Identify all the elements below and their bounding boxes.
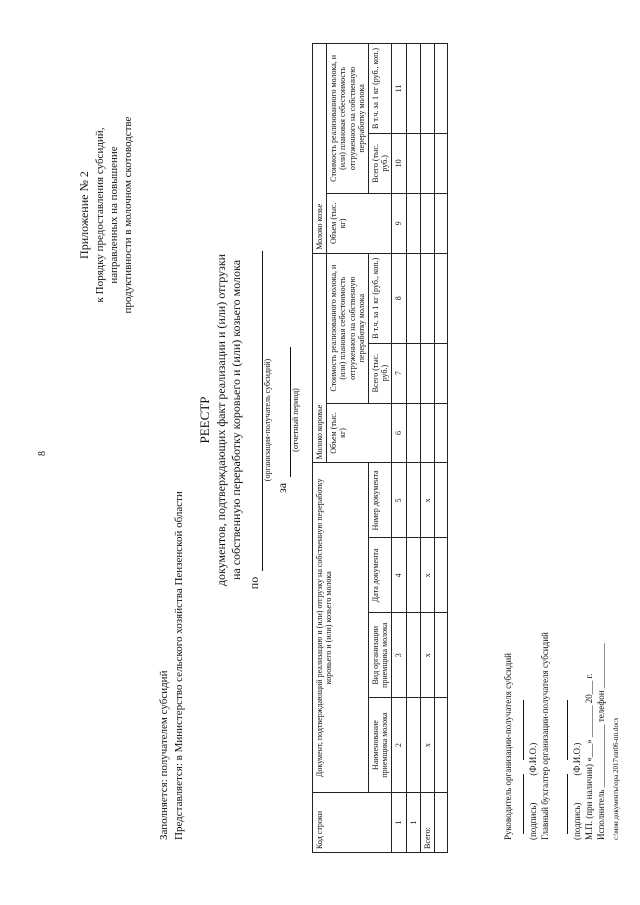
x-mark: х xyxy=(420,538,434,613)
x-mark: х xyxy=(420,613,434,698)
table-cell xyxy=(434,193,447,253)
fio-caption: (Ф.И.О.) xyxy=(571,742,582,776)
head-label: Руководитель организации-получателя субсидий xyxy=(503,653,513,840)
table-cell xyxy=(434,403,447,463)
fill-info xyxy=(157,491,187,840)
doc-col-number: Номер документа xyxy=(368,463,391,538)
x-mark: х xyxy=(420,463,434,538)
table-cell xyxy=(434,253,447,343)
table-cell xyxy=(434,133,447,193)
cow-volume-header xyxy=(327,403,392,463)
col-number: 6 xyxy=(392,403,406,463)
doc-col-date: Дата документа xyxy=(368,538,391,613)
za-label: за xyxy=(275,482,290,494)
table-cell xyxy=(434,613,447,698)
table-cell xyxy=(434,463,447,538)
table-cell[interactable] xyxy=(420,44,434,134)
signature-field[interactable] xyxy=(558,774,568,834)
chief-accountant-label: Главный бухгалтер организации-получателя субсидий xyxy=(540,632,551,840)
filled-by: Заполняется: получателем субсидий xyxy=(158,670,170,840)
total-label: Всего: xyxy=(420,793,434,853)
col-number: 10 xyxy=(392,133,406,193)
table-cell[interactable] xyxy=(406,133,420,193)
submitted-to: Представляется: в Министерство сельского хозяйства Пензенской области xyxy=(172,491,185,840)
document-header: Документ, подтверждающий реализацию и (или) отгрузку на собственную переработку коровьего и (или) козьего молока xyxy=(313,463,369,793)
table-cell xyxy=(434,793,447,853)
col-number: 9 xyxy=(392,193,406,253)
page-number: 8 xyxy=(37,451,48,456)
col-number: 7 xyxy=(392,343,406,403)
table-cell xyxy=(434,538,447,613)
table-row xyxy=(392,44,406,853)
fio-field[interactable] xyxy=(558,700,568,760)
table-cell[interactable] xyxy=(406,193,420,253)
cow-milk-header: Молоко коровье xyxy=(313,253,327,463)
table-row xyxy=(434,44,447,853)
table-cell[interactable] xyxy=(406,463,420,538)
fio-caption: (Ф.И.О.) xyxy=(528,742,539,776)
goat-per-kg-header: В т.ч. за 1 кг (руб., коп.) xyxy=(368,44,391,134)
x-mark: х xyxy=(420,698,434,793)
col-number: 3 xyxy=(392,613,406,698)
col-number: 5 xyxy=(392,463,406,538)
table-cell[interactable] xyxy=(420,193,434,253)
col-number: 11 xyxy=(392,44,406,134)
code-header: Код строки xyxy=(313,793,392,853)
file-path: c:\мои документы\ора 2017\пп06-пп.docx xyxy=(612,717,620,840)
volume-label: Объем (тыс. кг) xyxy=(329,412,348,454)
table-cell xyxy=(434,698,447,793)
signature-block xyxy=(502,632,607,840)
period-caption: (отчетный период) xyxy=(290,388,300,452)
table-row xyxy=(420,44,434,853)
signature-field[interactable] xyxy=(514,774,524,834)
table-cell[interactable] xyxy=(406,613,420,698)
table-cell[interactable] xyxy=(406,538,420,613)
table-cell[interactable] xyxy=(406,253,420,343)
doc-col-type: Вид организации приемщика молока xyxy=(368,613,391,698)
col-number: 4 xyxy=(392,538,406,613)
executor-line: Исполнитель ______________ телефон __________ xyxy=(595,643,606,840)
cow-total-header: Всего (тыс. руб.) xyxy=(368,343,391,403)
organization-caption: (организация-получатель субсидий) xyxy=(262,358,272,482)
goat-milk-header: Молоко козье xyxy=(313,44,327,254)
table-cell[interactable] xyxy=(420,343,434,403)
appendix-title: Приложение № 2 xyxy=(77,171,91,259)
table-cell xyxy=(434,343,447,403)
goat-total-header: Всего (тыс. руб.) xyxy=(368,133,391,193)
table-row xyxy=(406,44,420,853)
title-line: документов, подтверждающих факт реализации и (или) отгрузки xyxy=(213,253,228,587)
podpis-caption: (подпись) xyxy=(571,802,582,840)
cow-cost-header: Стоимость реализованного молока, и (или) плановая себестоимость отгруженного на собственную переработку молока xyxy=(327,253,369,403)
stamp-date-line: М.П. (при наличии) «___» _______ 20___ г. xyxy=(583,673,594,840)
organization-field[interactable] xyxy=(250,251,263,571)
reestr-heading: РЕЕСТР xyxy=(197,396,212,444)
document-sheet xyxy=(27,20,627,880)
table-cell[interactable] xyxy=(406,403,420,463)
appendix-line: направленных на повышение xyxy=(107,146,120,284)
po-label: по xyxy=(247,576,262,590)
podpis-caption: (подпись) xyxy=(528,802,539,840)
col-number: 2 xyxy=(392,698,406,793)
appendix-block xyxy=(77,90,135,340)
title-line: на собственную переработку коровьего и (или) козьего молока xyxy=(229,259,244,581)
table-cell[interactable] xyxy=(406,698,420,793)
signature-lines xyxy=(514,632,527,840)
table-cell[interactable] xyxy=(406,44,420,134)
col-number: 1 xyxy=(392,793,406,853)
table-cell[interactable] xyxy=(406,343,420,403)
goat-volume-header xyxy=(327,193,392,253)
table-cell[interactable] xyxy=(420,403,434,463)
cow-per-kg-header: В т.ч. за 1 кг (руб., коп.) xyxy=(368,253,391,343)
appendix-line: продуктивности в молочном скотоводстве xyxy=(122,116,135,314)
row-code: 1 xyxy=(406,793,420,853)
appendix-line: к Порядку предоставления субсидий, xyxy=(93,127,106,303)
register-title xyxy=(197,140,301,700)
table-cell xyxy=(434,44,447,134)
period-field[interactable] xyxy=(278,347,291,477)
fio-field[interactable] xyxy=(514,700,524,760)
register-table xyxy=(312,43,448,853)
doc-col-name: Наименование приемщика молока xyxy=(368,698,391,793)
volume-label: Объем (тыс. кг) xyxy=(329,202,348,245)
table-cell[interactable] xyxy=(420,133,434,193)
goat-cost-header: Стоимость реализованного молока, и (или) плановая себестоимость отгруженного на собственную переработку молока xyxy=(327,44,369,194)
table-cell[interactable] xyxy=(420,253,434,343)
col-number: 8 xyxy=(392,253,406,343)
